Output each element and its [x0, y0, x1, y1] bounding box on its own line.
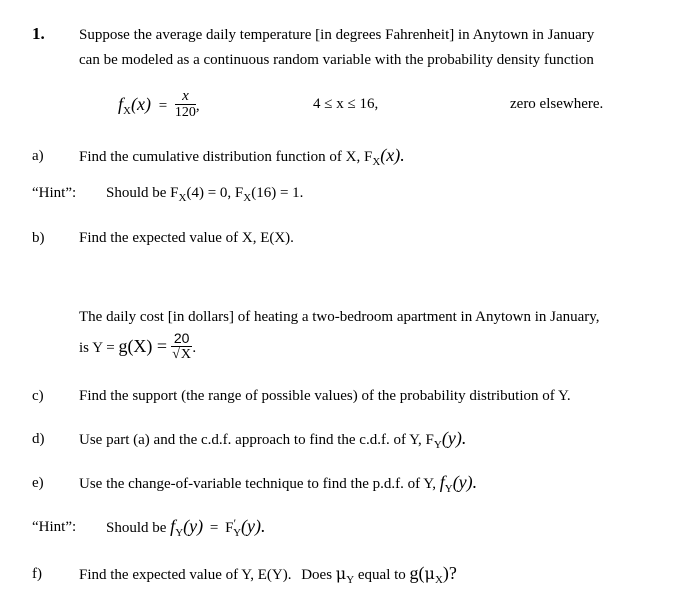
cost-line-1: The daily cost [in dollars] of heating a two-bedroom apartment in Anytown in January,	[79, 309, 600, 325]
pdf-arg: (x)	[130, 94, 151, 114]
part-f-label: f)	[32, 566, 42, 582]
part-a-hint-label: “Hint”:	[32, 185, 77, 201]
pdf-f-sub: X	[123, 105, 131, 117]
intro-line-1: Suppose the average daily temperature [in degrees Fahrenheit] in Anytown in January	[79, 27, 595, 43]
part-b-text: Find the expected value of X, E(X).	[79, 230, 294, 246]
part-d-arg: (y).	[441, 428, 467, 448]
part-d-sub: Y	[433, 439, 442, 451]
cost-g: g(X) =	[118, 336, 168, 356]
part-a-hint-sub2: X	[243, 192, 252, 204]
pdf-denominator: 120	[174, 105, 196, 121]
part-a-label: a)	[32, 148, 44, 164]
cost-numerator: 20	[171, 330, 193, 347]
part-e-hint-Fsub: Y	[233, 527, 242, 539]
part-a-text	[79, 146, 405, 167]
part-e-question: Use the change-of-variable technique to find the p.d.f. of Y,	[79, 476, 436, 492]
pdf-formula	[118, 84, 200, 124]
part-e-hint-prime: ′	[233, 516, 237, 530]
part-f-question: Find the expected value of Y, E(Y).	[79, 567, 292, 583]
part-f-mu-sub: Y	[346, 574, 355, 586]
part-e-sub: Y	[444, 483, 453, 495]
part-a-hint-sub1: X	[178, 192, 187, 204]
part-e-hint-fsub: Y	[175, 527, 184, 539]
part-f-text	[79, 564, 457, 585]
part-a-hint-text: Should be	[106, 185, 167, 201]
part-a-hint	[106, 184, 303, 203]
part-b-label: b)	[32, 230, 45, 246]
part-a-question: Find the cumulative distribution function of X,	[79, 149, 361, 165]
part-e-hint	[106, 517, 266, 538]
part-a-hint-arg2: (16) = 1.	[251, 185, 304, 201]
part-d-question: Use part (a) and the c.d.f. approach to find the c.d.f. of Y,	[79, 432, 422, 448]
pdf-elsewhere: zero elsewhere.	[510, 96, 604, 112]
part-f-mu2: μ	[424, 564, 435, 583]
cost-fraction	[171, 330, 193, 363]
part-f-does: Does	[301, 567, 333, 583]
part-e-label: e)	[32, 475, 44, 491]
part-e-text	[79, 473, 477, 494]
part-e-hint-F: F	[225, 520, 234, 536]
part-f-g: g(	[409, 563, 425, 583]
problem-number: 1.	[32, 24, 45, 43]
part-e-f: f	[439, 472, 445, 492]
part-e-hint-f: f	[170, 516, 176, 536]
cost-is: is Y =	[79, 340, 119, 356]
part-a-arg: (x).	[380, 145, 405, 165]
cost-period: .	[192, 340, 197, 356]
cost-denominator	[171, 347, 193, 363]
part-f-close: )?	[442, 563, 457, 583]
part-e-hint-Farg: (y).	[241, 516, 266, 536]
pdf-support: 4 ≤ x ≤ 16,	[313, 96, 379, 112]
part-d-text	[79, 429, 466, 450]
part-e-arg: (y).	[452, 472, 478, 492]
part-e-hint-eq: =	[209, 520, 219, 536]
part-d-F: F	[425, 432, 434, 448]
pdf-comma: ,	[195, 98, 200, 114]
pdf-numerator: x	[175, 88, 196, 105]
cost-formula	[79, 326, 196, 366]
sqrt-icon: √	[172, 347, 180, 363]
pdf-equals: =	[158, 98, 168, 114]
part-f-mu2-sub: X	[434, 574, 443, 586]
intro-line-2: can be modeled as a continuous random variable with the probability density function	[79, 52, 594, 68]
part-e-hint-label: “Hint”:	[32, 519, 77, 535]
part-a-sub: X	[372, 156, 381, 168]
pdf-f: f	[118, 94, 124, 114]
pdf-fraction	[175, 88, 196, 121]
part-e-hint-farg: (y)	[183, 516, 204, 536]
part-a-F: F	[363, 149, 373, 165]
part-f-equal-to: equal to	[357, 567, 406, 583]
part-f-mu: μ	[335, 564, 347, 583]
part-a-hint-F1: F	[170, 185, 179, 201]
part-e-hint-text: Should be	[106, 520, 167, 536]
part-d-label: d)	[32, 431, 45, 447]
part-a-hint-F2: F	[234, 185, 244, 201]
part-a-hint-arg1: (4) = 0,	[186, 185, 232, 201]
part-c-text: Find the support (the range of possible values) of the probability distribution of Y.	[79, 388, 571, 404]
part-c-label: c)	[32, 388, 44, 404]
cost-sqrt-arg: X	[180, 347, 192, 363]
